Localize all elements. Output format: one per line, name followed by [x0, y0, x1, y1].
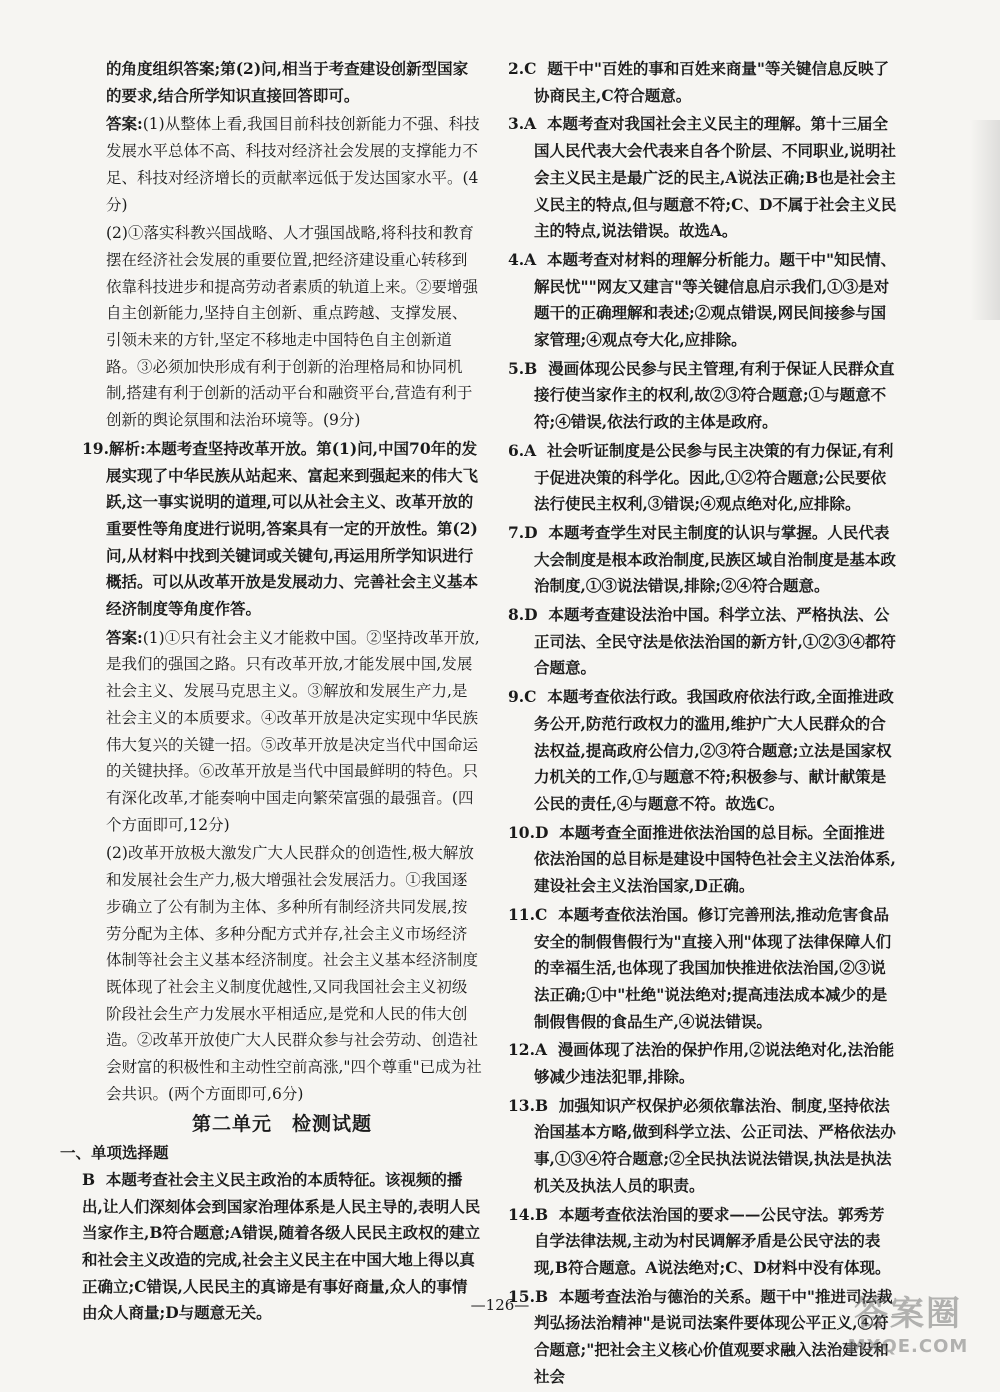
- q19-answer-1: [82, 625, 482, 839]
- item-text: 漫画体现公民参与民主管理,有利于保证人民群众直接行使当家作主的权利,故②③符合题意;①与题意不符;④错误,依法行政的主体是政府。: [534, 358, 895, 432]
- right-column: [508, 56, 898, 1392]
- item-number: 2.C: [508, 59, 537, 78]
- item-number: 12.A: [508, 1040, 547, 1060]
- item-text: 本题考查依法行政。我国政府依法行政,全面推进政务公开,防范行政权力的滥用,维护广大人民群众的合法权益,提高政府公信力,②③符合题意;立法是国家权力机关的工作,①与题意不符;积极参与、献计献策是公民的责任,④与题意不符。故选C。: [534, 687, 894, 813]
- item-text: 加强知识产权保护必须依靠法治、制度,坚持依法治国基本方略,做到科学立法、公正司法、严格依法办事,①③④符合题意;②全民执法说法错误,执法是执法机关及执法人员的职责。: [534, 1095, 896, 1195]
- item-number: 4.A: [508, 249, 537, 269]
- item-text: 本题考查法治与德治的关系。题干中"推进司法裁判弘扬法治精神"是说司法案件要体现公平正义,④符合题意;"把社会主义核心价值观要求融入法治建设和社会: [534, 1286, 893, 1386]
- analysis-label: 解析:: [108, 438, 146, 458]
- answer-item: [508, 684, 898, 818]
- answer-text: (1)从整体上看,我国目前科技创新能力不强、科技发展水平总体不高、科技对经济社会发展的支撑能力不足、科技对经济增长的贡献率远低于发达国家水平。(4分): [106, 115, 480, 214]
- answer-item: [508, 247, 898, 354]
- item-text: 本题考查依法治国。修订完善刑法,推动危害食品安全的制假售假行为"直接入刑"体现了法律保障人们的幸福生活,也体现了我国加快推进依法治国,②③说法正确;①中"杜绝"说法绝对;提高违法成本减少的是制假售假的食品生产,④说法错误。: [534, 904, 892, 1031]
- item-number: 8.D: [508, 605, 538, 625]
- answer-item: [508, 356, 898, 436]
- item-text: 本题考查全面推进依法治国的总目标。全面推进依法治国的总目标是建设中国特色社会主义法治体系,建设社会主义法治国家,D正确。: [534, 822, 896, 896]
- item-number: 5.B: [508, 358, 538, 378]
- answer-item: [508, 902, 898, 1036]
- item-text: 社会听证制度是公民参与民主决策的有力保证,有利于促进决策的科学化。因此,①②符合题意;公民要依法行使民主权利,③错误;④观点绝对化,应排除。: [534, 440, 894, 514]
- answer-item: [508, 438, 898, 518]
- item-number: 15.B: [508, 1286, 549, 1306]
- q19-answer-2: (2)改革开放极大激发广大人民群众的创造性,极大解放和发展社会生产力,极大增强社会发展活力。①我国逐步确立了公有制为主体、多种所有制经济共同发展,按劳分配为主体、多种分配方式并存,社会主义市场经济体制等社会主义基本经济制度。社会主义基本经济制度既体现了社会主义制度优越性,又同我国社会主义初级阶段社会生产力发展水平相适应,是党和人民的伟大创造。②改革开放使广大人民群众参与社会劳动、创造社会财富的积极性和主动性空前高涨,"四个尊重"已成为社会共识。(两个方面即可,6分): [106, 844, 482, 1103]
- answer-item: [508, 602, 898, 682]
- item-number: 9.C: [508, 687, 537, 707]
- answer-item: [508, 820, 898, 900]
- item-number: 7.D: [508, 522, 538, 542]
- q18-answer-2: (2)①落实科教兴国战略、人才强国战略,将科技和教育摆在经济社会发展的重要位置,把经济建设重心转移到依靠科技进步和提高劳动者素质的轨道上来。②要增强自主创新能力,坚持自主创新、重点跨越、支撑发展、引领未来的方针,坚定不移地走中国特色自主创新道路。③必须加快形成有利于创新的治理格局和协同机制,搭建有利于创新的活动平台和融资平台,营造有利于创新的舆论氛围和法治环境等。(9分): [106, 224, 479, 430]
- q19-analysis: [82, 436, 482, 623]
- answer-item: [508, 111, 898, 245]
- item-number: 14.B: [508, 1204, 549, 1224]
- page-binding-shadow: [970, 120, 1000, 320]
- item-number: 3.A: [508, 114, 537, 134]
- answer-text: (1)①只有社会主义才能救中国。②坚持改革开放,是我们的强国之路。只有改革开放,才能发展中国,发展社会主义、发展马克思主义。③解放和发展生产力,是社会主义的本质要求。④改革开放是决定实现中华民族伟大复兴的关键一招。⑤改革开放是决定当代中国命运的关键抉择。⑥改革开放是当代中国最鲜明的特色。只有深化改革,才能奏响中国走向繁荣富强的最强音。(四个方面即可,12分): [106, 628, 480, 834]
- item-text: 题干中"百姓的事和百姓来商量"等关键信息反映了协商民主,C符合题意。: [534, 59, 889, 105]
- item-text: 本题考查社会主义民主政治的本质特征。该视频的播出,让人们深刻体会到国家治理体系是人民主导的,表明人民当家作主,B符合题意;A错误,随着各级人民民主政权的建立和社会主义改造的完成,社会主义民主在中国大地上得以真正确立;C错误,人民民主的真谛是有事好商量,众人的事情由众人商量;D与题意无关。: [82, 1169, 481, 1323]
- page-number: —126—: [470, 1296, 530, 1314]
- q18-intro: 的角度组织答案;第(2)问,相当于考查建设创新型国家的要求,结合所学知识直接回答即可。: [106, 59, 469, 105]
- item-text: 本题考查建设法治中国。科学立法、严格执法、公正司法、全民守法是依法治国的新方针,①②③④都符合题意。: [534, 605, 896, 678]
- item-text: 本题考查对材料的理解分析能力。题干中"知民情、解民忧""网友又建言"等关键信息启示我们,①③是对题干的正确理解和表述;②观点错误,网民间接参与国家管理;④观点夸大化,应排除。: [534, 249, 897, 350]
- site-watermark: [838, 1292, 978, 1368]
- answer-item: [508, 56, 898, 109]
- answer-label: 答案:: [106, 627, 143, 647]
- left-column: [60, 56, 482, 1329]
- answer-item: [508, 1202, 898, 1282]
- item-number: 13.B: [508, 1095, 549, 1115]
- question-number: 19.: [82, 438, 109, 458]
- item-number: 10.D: [508, 822, 549, 842]
- answer-letter: B: [82, 1169, 96, 1189]
- item-text: 漫画体现了法治的保护作用,②说法绝对化,法治能够减少违法犯罪,排除。: [534, 1040, 895, 1087]
- section-title: 第二单元 检测试题: [191, 1113, 372, 1136]
- answer-item: [508, 520, 898, 600]
- answer-label: 答案:: [106, 114, 143, 134]
- item-text: 本题考查依法治国的要求——公民守法。郭秀芳自学法律法规,主动为村民调解矛盾是公民守法的表现,B符合题意。A说法绝对;C、D材料中没有体现。: [534, 1204, 891, 1277]
- answer-item: [508, 1093, 898, 1200]
- watermark-url: MXQE.COM: [847, 1336, 969, 1357]
- subsection-title: 一、单项选择题: [60, 1143, 169, 1163]
- item-number: 11.C: [508, 904, 548, 924]
- watermark-logo-text: 答案圈: [854, 1294, 962, 1334]
- item-text: 本题考查对我国社会主义民主的理解。第十三届全国人民代表大会代表来自各个阶层、不同职业,说明社会主义民主是最广泛的民主,A说法正确;B也是社会主义民主的特点,但与题意不符;C、D不属于社会主义民主的特点,说法错误。故选A。: [534, 114, 897, 241]
- q18-answer-1: [82, 111, 482, 218]
- item-text: 本题考查学生对民主制度的认识与掌握。人民代表大会制度是根本政治制度,民族区域自治制度是基本政治制度,①③说法错误,排除;②④符合题意。: [534, 522, 896, 596]
- item-number: 6.A: [508, 440, 537, 460]
- answer-item: [508, 1037, 898, 1090]
- analysis-text: 本题考查坚持改革开放。第(1)问,中国70年的发展实现了中华民族从站起来、富起来到强起来的伟大飞跃,这一事实说明的道理,可以从社会主义、改革开放的重要性等角度进行说明,答案具有一定的开放性。第(2)问,从材料中找到关键词或关键句,再运用所学知识进行概括。可以从改革开放是发展动力、完善社会主义基本经济制度等角度作答。: [106, 438, 479, 619]
